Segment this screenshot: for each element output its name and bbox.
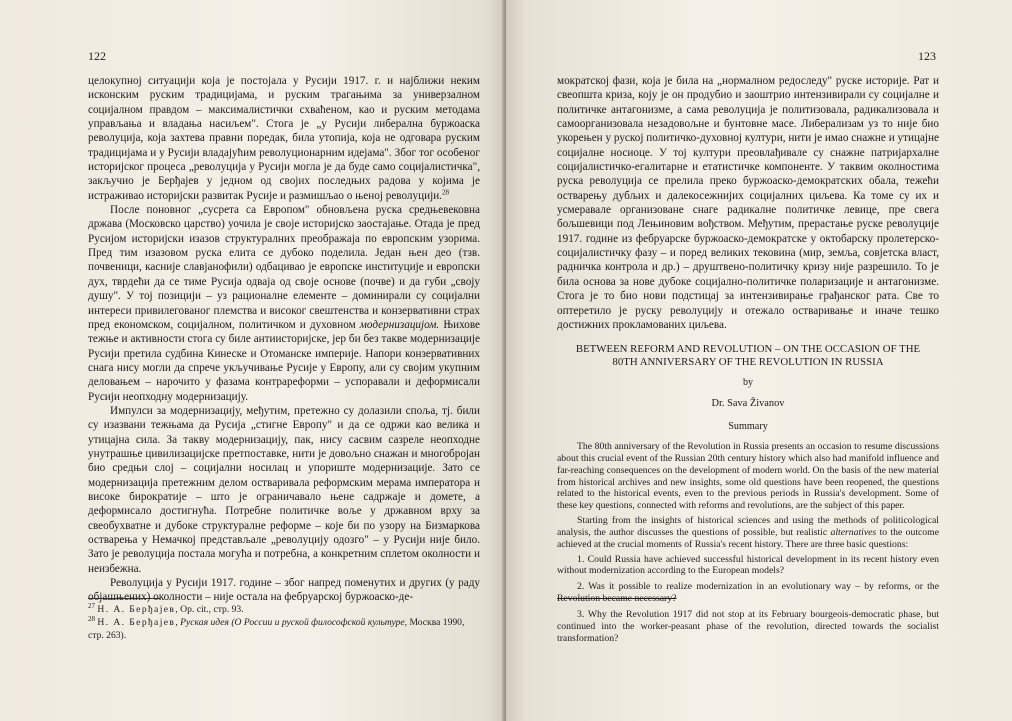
- question-3: 3. Why the Revolution 1917 did not stop at its February bourgeois-democratic phase, but continued into the worker-peasant phase of the revolution, directed towards the socialist transformation?: [557, 608, 939, 644]
- page-number-left: 122: [88, 49, 106, 63]
- footnote-divider: [88, 598, 160, 599]
- left-page-body: [88, 74, 480, 605]
- summary-paragraph-1: The 80th anniversary of the Revolution in Russia presents an occasion to resume discussions about this crucial event of the Russian 20th century history which also had manifold influence and far-reaching consequences on the development of modern world. On the basis of the new material from historical archives and new insights, some old questions have been reopened, the questions related to the historical events, even to the previous periods in Russia's development. Some of these key questions, connected with reforms and revolutions, are the subject of this paper.: [557, 441, 939, 512]
- summary-text: [557, 441, 939, 649]
- left-paragraph-3: Импулси за модернизацију, међутим, претежно су долазили споља, тј. били су изазвани тежњама да Русија „стигне Европу" и да се одржи као велика и утицајна сила. За такву модернизацију, пак, нису сасвим сазреле неопходне унутрашње цивилизацијске претпоставке, нити је довољно снажан и многобројан био средњи слој – социјални носилац и упориште модернизације. Зато се модернизација претежним делом остваривала реформским мерама императора и високе бирократије – што је ограничавало њене садржаје и домете, а деформисало достигнућа. Потребне политичке воље у државном врху за свеобухватне и дубоке структуралне реформе – које би по узору на Бизмаркова остварења у Немачкој представљале „револуцију одозго" – у Русији није било. Зато је револуција постала могућа и потребна, а конкретним сплетом околности и неизбежна.: [88, 404, 480, 575]
- footnote-28: $^{28}$ Н. А. Берђајев, Руская идея (О России и руской философской культуре, Москва 1990, стр. 263).: [88, 615, 465, 641]
- summary-title: Summary: [728, 421, 768, 432]
- summary-heading: BETWEEN REFORM AND REVOLUTION – ON THE OCCASION OF THE 80TH ANNIVERSARY OF THE REVOLUTION IN RUSSIA: [575, 343, 921, 368]
- right-page: [506, 0, 1012, 721]
- by-label: by: [743, 377, 753, 388]
- left-paragraph-4: Револуција у Русији 1917. године – због напред поменутих и других (у раду објашњених) околности – није остала на фебруарској буржоаско-де-: [88, 577, 480, 604]
- author-name: Dr. Sava Živanov: [711, 398, 785, 409]
- left-paragraph-2: После поновног „сусрета са Европом" обновљена руска средњевековна држава (Московско царство) уочила је своје историјско заостајање. Отада је пред Русијом историјски изазов структуралних преображаја по европским узорима. Пред тим изазовом руска елита се дубоко поделила. Један њен део (тзв. почвеници, касније славјанофили) одбацивао је европске институције и европски дух, тврдећи да се тиме Русија одваја од своје основе (почве) и да губи „своју душу". У тој позицији – уз рационалне елементе – доминирали су социјални интереси привилегованог племства и високог свештенства и конзервативни страх пред економском, социјалном, политичком и духовном модернизацијом. Њихове тежње и активности стога су биле антиисторијске, јер би без такве модернизације Русији претила судбина Кинеске и Отоманске империје. Напори конзервативних снага нису могли да спрече укључивање Русије у Европу, али су својим укупним деловањем – нарочито у фазама контрареформи – успоравали и деформисали Русији неопходну модернизацију.: [88, 204, 481, 403]
- right-paragraph-1: мократској фази, која је била на „нормалном редоследу" руске историје. Рат и свеопшта криза, коју је он продубио и заоштрио интензивирали су социјалне и политичке антагонизме, а сама револуција је политизовала, радикализовала и самоорганизовала незадовољне и бунтовне масе. Либерализам уз то није био укорењен у руској политичко-духовној култури, нити је имао снажне и утицајне социјалне носиоце. У тој култури преовлађивале су снажне патријархалне социјалистичко-егалитарне и етатистичке компоненте. У таквим околностима руска револуција се прелила преко буржоаско-демократских обала, тежећи остварењу дубљих и далекосежнијих социјалних циљева. Ка томе су их и усмеравале организоване снаге радикалне политичке левице, пре свега бољшевици под Лењиновим вођством. Међутим, прерастање руске револуције 1917. године из фебруарске буржоаско-демократске у октобарску пролетерско-социјалистичку фазу – и поред великих тековина (мир, земља, совјетска власт, радничка контрола и др.) – друштвено-политичку кризу није разрешило. То је била основа за нове дубоке социјално-политичке поларизације и антагонизме. Стога је то био нови подстицај за интензивирање грађанског рата. Све то оптеретило је руску револуцију и отежало остваривање и иначе тешко достижних прокламованих циљева.: [557, 75, 939, 331]
- summary-paragraph-2: Starting from the insights of historical sciences and using the methods of politicological analysis, the author discusses the questions of possible, but realistic alternatives to the outcome achieved at the crucial moments of Russia's recent history. There are three basic questions:: [557, 515, 939, 550]
- left-paragraph-1: целокупној ситуацији која је постојала у Русији 1917. г. и најближи неким исконским руским традицијама, и руским трагањима за универзалном социјалном правдом – максималистички схваћеном, као и руским методама управљања и владања насиљем". Стога је „у Русији либерална буржоаска револуција, која захтева правни поредак, била утопија, која не одговара руским традицијама и у Русији владајућим револуционарним идејама". Због тог особеног историјског процеса „револуција у Русији могла је да буде само социјалистичка", закључио је Берђајев у једном од својих последњих радова у којима је истраживао историјски развитак Русије и размишљао о њеној револуцији.$^{28}$: [88, 75, 480, 202]
- footnote-ref-28: 28: [441, 188, 449, 197]
- question-2: 2. Was it possible to realize modernization in an evolutionary way – by reforms, or the Revolution became necessary?: [557, 581, 939, 605]
- question-1: 1. Could Russia have achieved successful historical development in its recent history even without modernization according to the European models?: [557, 553, 939, 577]
- italic-modernization: модернизацијом.: [359, 318, 440, 331]
- footnotes: [88, 601, 480, 643]
- right-page-body: [557, 74, 939, 332]
- footnote-27: $^{27}$ Н. А. Берђајев, Op. cit., стр. 93.: [88, 601, 244, 615]
- page-number-right: 123: [918, 49, 936, 63]
